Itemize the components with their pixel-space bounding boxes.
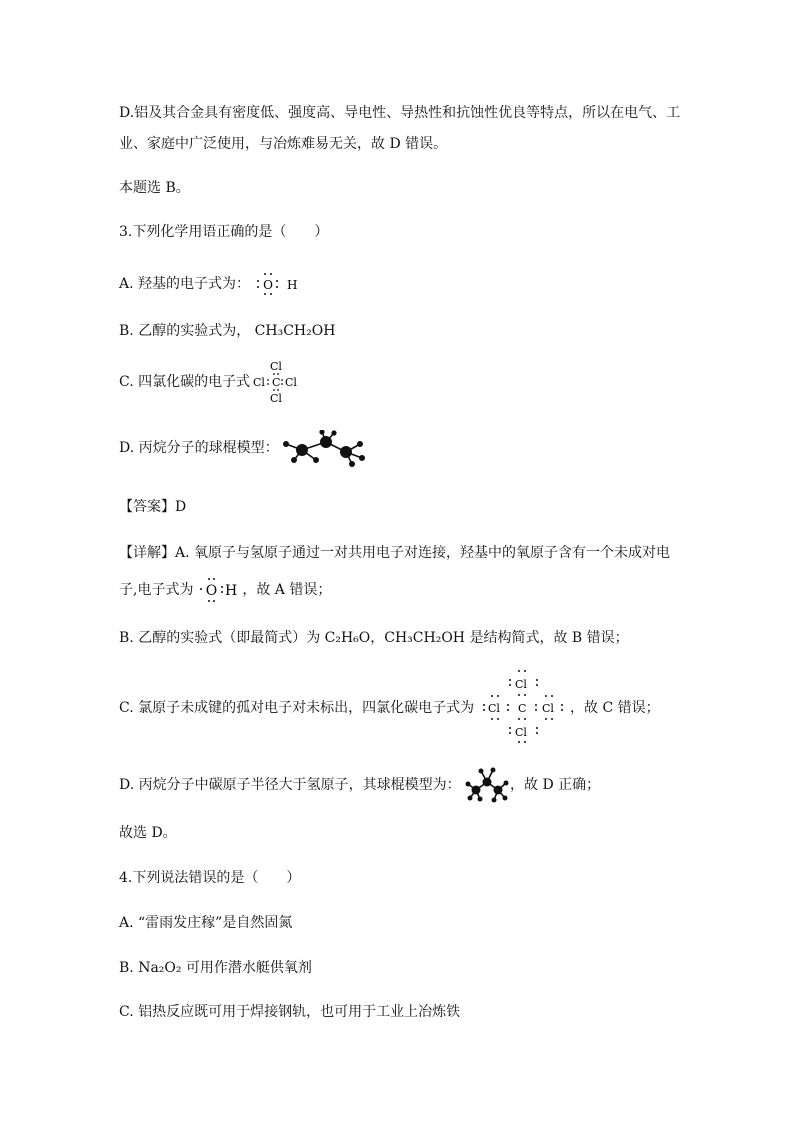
q3-option-a-label: A. 羟基的电子式为： xyxy=(119,276,251,292)
hydrogen-symbol: H xyxy=(224,583,238,599)
paragraph-line: D.铝及其合金具有密度低、强度高、导电性、导热性和抗蚀性优良等特点，所以在电气、工 xyxy=(119,105,681,121)
question-3-stem: 3.下列化学用语正确的是（ ） xyxy=(119,224,329,240)
ethanol-formula: CH₃CH₂OH xyxy=(254,323,336,339)
chlorine-symbol: Cl xyxy=(488,702,500,715)
q4-option-b: B. Na₂O₂ 可用作潜水艇供氧剂 xyxy=(119,960,312,976)
chlorine-symbol: Cl xyxy=(515,678,527,691)
paragraph-line: 业、家庭中广泛使用，与冶炼难易无关，故 D 错误。 xyxy=(119,136,448,152)
carbon-symbol: C xyxy=(518,702,527,715)
explanation-d-suffix: ，故 D 正确； xyxy=(510,777,601,793)
explanation-a-line-2 xyxy=(119,577,331,603)
q3-option-b-label: B. 乙醇的实验式为， xyxy=(119,323,251,339)
explanation-b-line: B. 乙醇的实验式（即最简式）为 C₂H₆O，CH₃CH₂OH 是结构简式，故 B 错误； xyxy=(119,630,629,646)
q3-option-d xyxy=(119,438,279,458)
explanation-c-line xyxy=(119,698,474,718)
chlorine-symbol: Cl xyxy=(270,392,282,405)
ccl4-full-electron-formula xyxy=(482,666,568,746)
explanation-c-prefix: C. 氯原子未成键的孤对电子对未标出，四氯化碳电子式为 xyxy=(119,700,475,716)
answer-line: 【答案】D xyxy=(119,499,187,515)
q4-option-a: A. “雷雨发庄稼”是自然固氮 xyxy=(119,915,293,931)
explanation-d-prefix: D. 丙烷分子中碳原子半径大于氢原子，其球棍模型为： xyxy=(119,777,461,793)
oxygen-symbol: O xyxy=(205,583,218,599)
chlorine-symbol: Cl xyxy=(515,726,527,739)
question-4-stem: 4.下列说法错误的是（ ） xyxy=(119,870,301,886)
carbon-symbol: C xyxy=(272,376,281,389)
chlorine-symbol: Cl xyxy=(285,376,297,389)
chlorine-symbol: Cl xyxy=(253,376,265,389)
conclusion-line: 故选 D。 xyxy=(119,825,177,841)
q3-option-a xyxy=(119,272,302,296)
explanation-c-suffix: ，故 C 错误； xyxy=(570,700,660,716)
explanation-a-prefix: 子,电子式为 xyxy=(119,582,194,598)
hydroxyl-electron-formula-explain xyxy=(198,577,238,603)
explanation-a-line-1: 【详解】A. 氧原子与氢原子通过一对共用电子对连接，羟基中的氧原子含有一个未成对电 xyxy=(119,545,671,561)
explanation-d-line xyxy=(119,775,461,795)
q4-option-c: C. 铝热反应既可用于焊接钢轨，也可用于工业上冶炼铁 xyxy=(119,1004,461,1020)
explanation-a-suffix: ，故 A 错误； xyxy=(242,582,332,598)
q3-option-c-label: C. 四氯化碳的电子式 xyxy=(119,374,251,390)
conclusion-line: 本题选 B。 xyxy=(119,180,190,196)
oxygen-symbol: O xyxy=(263,278,274,292)
q3-option-b xyxy=(119,321,335,341)
chlorine-symbol: Cl xyxy=(270,360,282,373)
hydroxyl-electron-formula-a xyxy=(254,272,302,296)
q3-option-c xyxy=(119,372,250,392)
chlorine-symbol: Cl xyxy=(542,702,554,715)
ccl4-electron-formula-option xyxy=(250,359,300,405)
propane-ball-stick-model-option xyxy=(280,430,370,470)
propane-ball-stick-model-explain xyxy=(464,766,510,804)
q3-option-d-label: D. 丙烷分子的球棍模型： xyxy=(119,440,279,456)
hydrogen-symbol: H xyxy=(287,278,298,292)
